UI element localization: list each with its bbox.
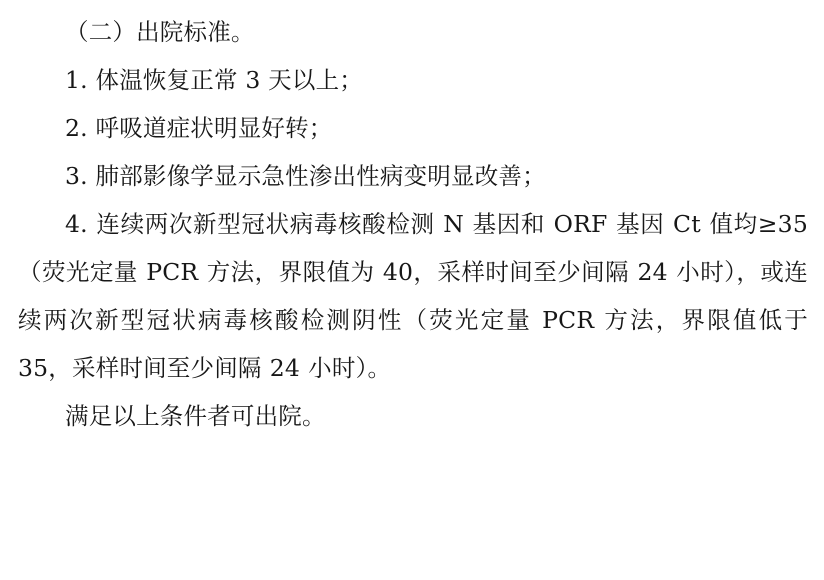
heading-discharge-criteria: （二）出院标准。 <box>65 18 255 46</box>
closing-note: 满足以上条件者可出院。 <box>65 402 326 430</box>
list-item-1: 1. 体温恢复正常 3 天以上； <box>65 66 363 94</box>
list-item-4: 4. 连续两次新型冠状病毒核酸检测 N 基因和 ORF 基因 Ct 值均≥35（荧光定量 PCR 方法，界限值为 40，采样时间至少间隔 24 小时），或连续两次新型冠状病毒核酸检测阴性（荧光定量 PCR 方法，界限值低于 35，采样时间至少间隔 24 小时）。 <box>18 210 808 382</box>
list-item-3: 3. 肺部影像学显示急性渗出性病变明显改善； <box>65 162 546 190</box>
document-body <box>18 8 808 440</box>
list-item-2: 2. 呼吸道症状明显好转； <box>65 114 333 142</box>
